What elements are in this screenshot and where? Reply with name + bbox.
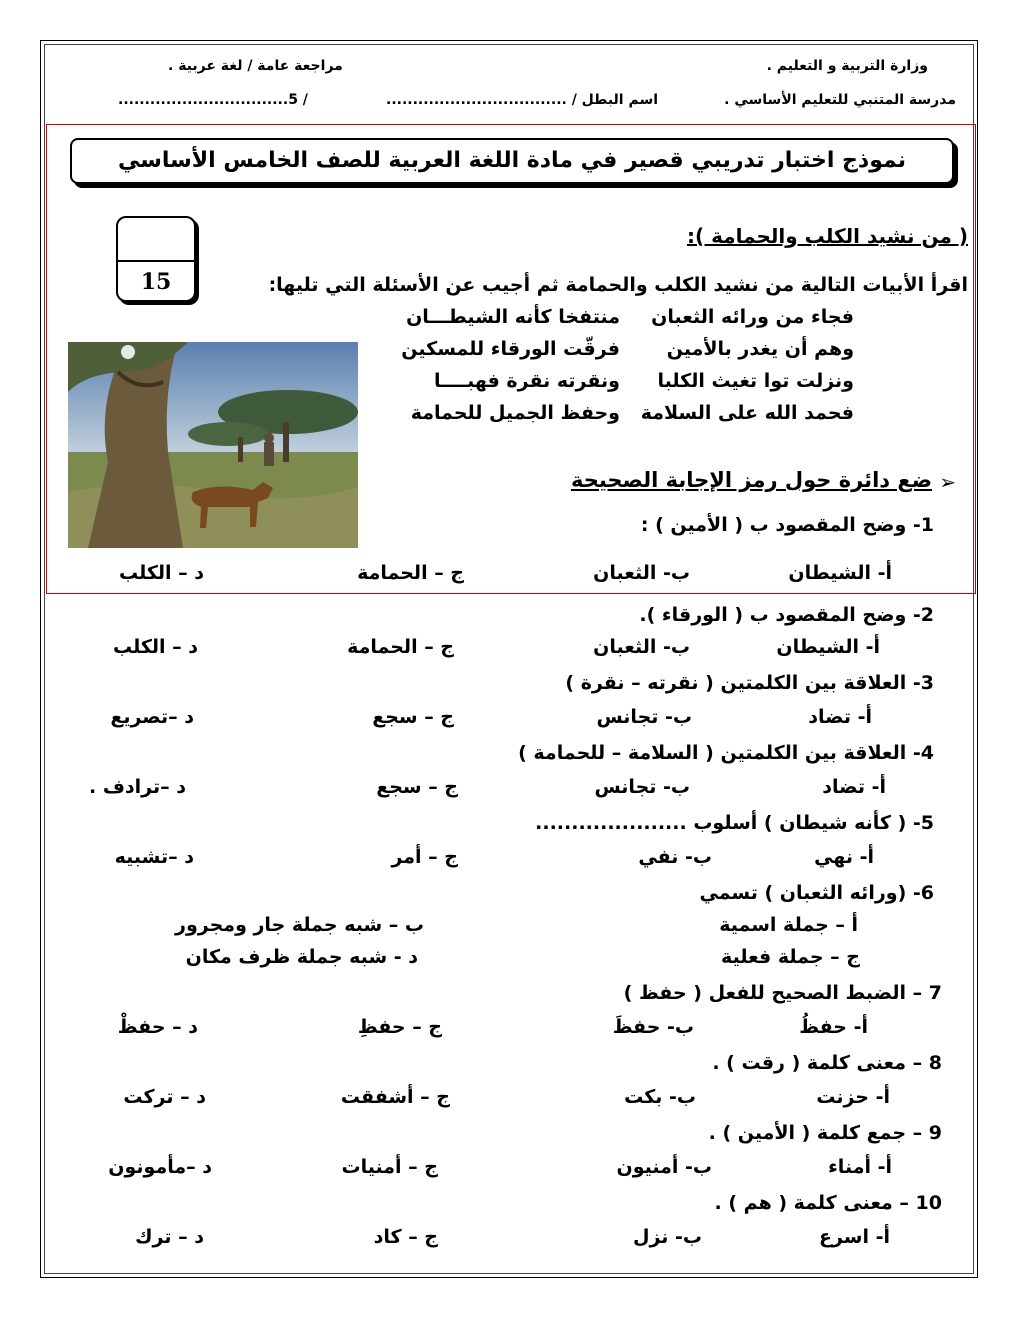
q9-option-b[interactable]: ب- أمنيون xyxy=(616,1156,712,1178)
q1-option-d[interactable]: د – الكلب xyxy=(118,562,204,584)
page-title: نموذج اختبار تدريبي قصير في مادة اللغة العربية للصف الخامس الأساسي xyxy=(70,138,954,184)
q2-option-c[interactable]: ج – الحمامة xyxy=(347,636,454,658)
grade-field: / 5................................ xyxy=(118,92,308,108)
review-label: مراجعة عامة / لغة عربية . xyxy=(168,58,343,74)
school-label: مدرسة المتنبي للتعليم الأساسي . xyxy=(724,92,956,108)
arrow-bullet-icon: ➢ xyxy=(939,470,956,494)
q7-option-c[interactable]: ج – حفظِ xyxy=(357,1016,442,1038)
verse-1-right: فجاء من ورائه الثعبان xyxy=(651,306,854,328)
student-name-field: اسم البطل / .................................. xyxy=(386,92,659,108)
q5-option-a[interactable]: أ- نهي xyxy=(814,846,874,868)
q3-option-d[interactable]: د –تصريع xyxy=(110,706,194,728)
verse-1-left: منتفخا كأنه الشيطـــان xyxy=(406,306,620,328)
question-9: 9 – جمع كلمة ( الأمين ) . xyxy=(708,1122,942,1144)
q6-option-d[interactable]: د - شبه جملة ظرف مكان xyxy=(185,946,418,968)
q6-option-b[interactable]: ب – شبه جملة جار ومجرور xyxy=(175,914,424,936)
q1-option-c[interactable]: ج – الحمامة xyxy=(357,562,464,584)
q4-option-c[interactable]: ج – سجع xyxy=(376,776,458,798)
q4-option-d[interactable]: د –ترادف . xyxy=(89,776,186,798)
section-heading: ( من نشيد الكلب والحمامة ): xyxy=(686,224,968,248)
question-8: 8 – معنى كلمة ( رقت ) . xyxy=(712,1052,942,1074)
score-box xyxy=(116,216,196,302)
ministry-label: وزارة التربية و التعليم . xyxy=(766,58,928,74)
q6-option-c[interactable]: ج – جملة فعلية xyxy=(721,946,860,968)
score-blank xyxy=(118,218,194,262)
question-3: 3- العلاقة بين الكلمتين ( نقرته – نقرة ) xyxy=(565,672,934,694)
question-5: 5- ( كأنه شيطان ) أسلوب ..................... xyxy=(535,812,934,834)
dog-tree-illustration xyxy=(68,342,358,548)
q9-option-a[interactable]: أ- أمناء xyxy=(828,1156,892,1178)
q5-option-c[interactable]: ج – أمر xyxy=(391,846,458,868)
question-1: 1- وضح المقصود ب ( الأمين ) : xyxy=(640,514,934,536)
q8-option-d[interactable]: د – تركت xyxy=(123,1086,206,1108)
verse-3-left: ونقرته نقرة فهبــــا xyxy=(433,370,620,392)
q7-option-b[interactable]: ب- حفظَ xyxy=(612,1016,694,1038)
verse-3-right: ونزلت توا تغيث الكلبا xyxy=(657,370,854,392)
score-total: 15 xyxy=(140,269,172,295)
q8-option-c[interactable]: ج – أشفقت xyxy=(340,1086,450,1108)
q9-option-d[interactable]: د –مأمونون xyxy=(108,1156,212,1178)
q8-option-b[interactable]: ب- بكت xyxy=(624,1086,696,1108)
q4-option-a[interactable]: أ- تضاد xyxy=(822,776,886,798)
q6-option-a[interactable]: أ – جملة اسمية xyxy=(719,914,858,936)
verse-4-right: فحمد الله على السلامة xyxy=(640,402,854,424)
question-2: 2- وضح المقصود ب ( الورقاء ). xyxy=(639,604,934,626)
question-7: 7 – الضبط الصحيح للفعل ( حفظ ) xyxy=(623,982,942,1004)
q2-option-a[interactable]: أ- الشيطان xyxy=(776,636,880,658)
q8-option-a[interactable]: أ- حزنت xyxy=(816,1086,890,1108)
q3-option-b[interactable]: ب- تجانس xyxy=(596,706,692,728)
verse-2-left: فرقّت الورقاء للمسكين xyxy=(401,338,620,360)
verse-2-right: وهم أن يغدر بالأمين xyxy=(666,338,854,360)
verse-4-left: وحفظ الجميل للحمامة xyxy=(410,402,620,424)
q4-option-b[interactable]: ب- تجانس xyxy=(594,776,690,798)
q5-option-b[interactable]: ب- نفي xyxy=(638,846,712,868)
q2-option-b[interactable]: ب- الثعبان xyxy=(593,636,690,658)
q1-option-a[interactable]: أ- الشيطان xyxy=(788,562,892,584)
q7-option-d[interactable]: د – حفظْ xyxy=(117,1016,198,1038)
q3-option-a[interactable]: أ- تضاد xyxy=(808,706,872,728)
q10-option-d[interactable]: د – ترك xyxy=(135,1226,204,1248)
q9-option-c[interactable]: ج – أمنيات xyxy=(341,1156,438,1178)
q10-option-c[interactable]: ج – كاد xyxy=(373,1226,438,1248)
q10-option-a[interactable]: أ- اسرع xyxy=(818,1226,890,1248)
question-10: 10 – معنى كلمة ( هم ) . xyxy=(714,1192,942,1214)
q10-option-b[interactable]: ب- نزل xyxy=(632,1226,702,1248)
task-heading: ضع دائرة حول رمز الإجابة الصحيحة xyxy=(570,468,932,492)
q2-option-d[interactable]: د – الكلب xyxy=(112,636,198,658)
section-instruction: اقرأ الأبيات التالية من نشيد الكلب والحمامة ثم أجيب عن الأسئلة التي تليها: xyxy=(268,274,968,296)
question-4: 4- العلاقة بين الكلمتين ( السلامة – للحمامة ) xyxy=(518,742,934,764)
q3-option-c[interactable]: ج – سجع xyxy=(372,706,454,728)
q5-option-d[interactable]: د –تشبيه xyxy=(114,846,194,868)
q1-option-b[interactable]: ب- الثعبان xyxy=(593,562,690,584)
question-6: 6- (ورائه الثعبان ) تسمي xyxy=(699,882,934,904)
q7-option-a[interactable]: أ- حفظُ xyxy=(799,1016,868,1038)
